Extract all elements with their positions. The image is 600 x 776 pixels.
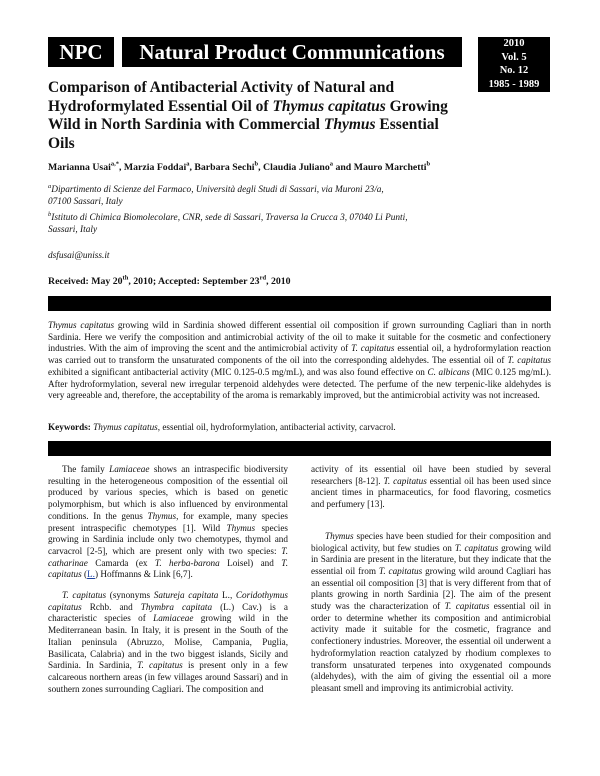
author: Marianna Usai$^{a,*}$, (48, 160, 124, 173)
author: Barbara Sechi$^b$, (194, 160, 264, 173)
author: Mauro Marchetti$^b$ (353, 160, 431, 173)
affiliation-b: $^b$Istituto di Chimica Biomolecolare, CNR, sede di Sassari, Traversa la Crucca 3, 07040 Li Punti, Sassari, Italy (48, 210, 408, 235)
section-divider-bar (48, 441, 551, 456)
corresponding-email[interactable]: dsfusai@uniss.it (48, 251, 110, 261)
issue-volume: Vol. 5 (501, 51, 527, 63)
paragraph: activity of its essential oil have been studied by several researchers [8-12]. T. capitatus essential oil has been used since ancient times in pharmaceutics, for food flavoring, cosmetics and perfumery [13]. (311, 464, 551, 510)
paragraph: T. capitatus (synonyms Satureja capitata L., Coridothymus capitatus Rchb. and Thymbra capitata (L.) Cav.) is a characteristic species of Lamiaceae growing wild in the Mediterranean basin. In Italy, it is present in the South of the Italian peninsula (Abruzzo, Molise, Campania, Puglia, Basilicata, Calabria) and in the two biggest islands, Sicily and Sardinia. In Sardinia, T. capitatus is present only in a few calcareous northern areas (in few villages around Sassari) and in southern zones surrounding Cagliari. The composition and (48, 590, 288, 694)
issue-info (478, 37, 550, 92)
author: Marzia Foddai$^a$, (123, 160, 195, 173)
title-species: Thymus (323, 116, 376, 133)
issue-year: 2010 (503, 38, 525, 49)
keywords: Keywords: Thymus capitatus, essential oil, hydroformylation, antibacterial activity, carvacrol. (48, 422, 396, 432)
issue-pages: 1985 - 1989 (488, 78, 540, 90)
abstract: Thymus capitatus growing wild in Sardinia showed different essential oil composition if grown surrounding Cagliari than in north Sardinia. Here we verify the composition and antimicrobial activity of the oil to make it suitable for the cosmetic and confectionery industries. With the aim of improving the scent and the antimicrobial activity of T. capitatus essential oil, a hydroformylation reaction was carried out to transform the unsaturated components of the oil into the corresponding aldehydes. The essential oil of T. capitatus exhibited a significant antibacterial activity (MIC 0.125-0.5 mg/mL), and was also found effective on C. albicans (MIC 0.125 mg/mL). After hydroformylation, several new irregular terpenoid aldehydes were detected. The perfume of the new terpenic-like aldehydes is very agreeable and, therefore, the acceptability of the aroma is remarkably improved, but the antimicrobial activity was not increased. (48, 320, 552, 401)
body-column-right (311, 464, 551, 695)
affiliation-a: $^a$Dipartimento di Scienze del Farmaco, Università degli Studi di Sassari, via Muroni 23/a, 07100 Sassari, Italy (48, 182, 384, 207)
author-list (48, 162, 508, 174)
paragraph: The family Lamiaceae shows an intraspecific biodiversity resulting in the heterogeneous composition of the essential oil produced by various species, which is based on genetic polymorphism, but which is also influenced by environmental conditions. In the genus Thymus, for example, many species present intraspecific chemotypes [1]. Wild Thymus species growing in Sardinia include only two chemotypes, thymol and carvacrol [2-5], which are present only with two species: T. catharinae Camarda (ex T. herba-barona Loisel) and T. capitatus (L.) Hoffmanns & Link [6,7]. (48, 464, 289, 580)
body-column-left (48, 464, 288, 695)
title-part: Growing Wild in North Sardinia with Commercial (48, 97, 448, 133)
title-species: Thymus capitatus (272, 97, 386, 115)
section-divider-bar (48, 296, 551, 311)
keywords-label: Keywords: (48, 422, 91, 432)
title-part: Comparison of Antibacterial Activity of Natural and Hydroformylated Essential Oil of (48, 79, 395, 115)
paragraph: Thymus species have been studied for their composition and biological activity, but few studies on T. capitatus growing wild in Sardinia are present in the literature, but they indicate that the essential oil from T. capitatus growing wild around Cagliari has an essential oil composition [3] that is very different from that of plants growing in north Sardinia [2]. The aim of the present study was the characterization of T. capitatus essential oil in order to determine whether its composition and antimicrobial activity made it suitable for the cosmetic, fragrance and confectionery industries. Moreover, the essential oil underwent a hydroformylation reaction catalyzed by rhodium complexes to transform unsaturated terpenes into oxygenated compounds (aldehydes), with the aim of giving the essential oil a more pleasant smell and improving its antimicrobial activity. (311, 530, 552, 693)
article-title (48, 79, 448, 153)
journal-logo: NPC (48, 37, 114, 67)
issue-number: No. 12 (499, 65, 529, 76)
title-part: Essential Oils (48, 116, 439, 152)
linne-link[interactable]: L. (87, 569, 95, 580)
received-accepted-dates: Received: May 20th, 2010; Accepted: September 23rd, 2010 (48, 274, 291, 287)
journal-title: Natural Product Communications (122, 37, 462, 67)
author: Claudia Juliano$^a$ and (263, 160, 354, 173)
